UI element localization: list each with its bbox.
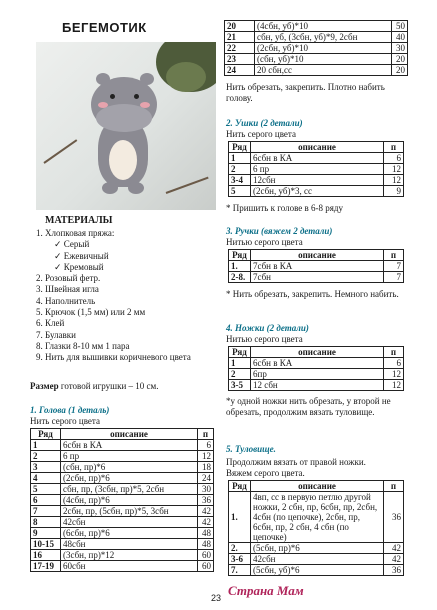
toy-foot	[102, 182, 118, 194]
yarn-color: ✓ Ежевичный	[54, 250, 109, 261]
column-header: Ряд	[229, 481, 251, 492]
table-row	[31, 561, 214, 572]
toy-cheek	[140, 102, 150, 108]
table-row	[31, 495, 214, 506]
table-row	[31, 517, 214, 528]
description-cell: сбн, уб, (3сбн, уб)*9, 2сбн	[255, 32, 392, 43]
list-item: 1. Хлопковая пряжа:	[36, 228, 115, 238]
column-header: описание	[251, 250, 384, 261]
table-row	[229, 492, 404, 543]
table-row	[229, 565, 404, 576]
table-row	[225, 65, 408, 76]
row-number-cell: 23	[225, 54, 255, 65]
description-cell: 7сбн в КА	[251, 261, 384, 272]
materials-heading: МАТЕРИАЛЫ	[45, 215, 113, 226]
head-yarn-note: Нить серого цвета	[30, 416, 100, 426]
description-cell: 6пр	[251, 369, 384, 380]
table-row	[225, 54, 408, 65]
stitch-count-cell: 36	[384, 492, 404, 543]
column-header: п	[384, 142, 404, 153]
column-header: п	[384, 347, 404, 358]
description-cell: (сбн, пр)*6	[61, 462, 198, 473]
row-number-cell: 24	[225, 65, 255, 76]
column-header: Ряд	[229, 347, 251, 358]
description-cell: 6 пр	[61, 451, 198, 462]
stitch-count-cell: 60	[198, 550, 214, 561]
stitch-count-cell: 12	[384, 380, 404, 391]
head-pattern-table	[30, 428, 214, 572]
row-number-cell: 2-8.	[229, 272, 251, 283]
row-number-cell: 5	[229, 186, 251, 197]
row-number-cell: 22	[225, 43, 255, 54]
body-note-1: Продолжим вязать от правой ножки.	[226, 457, 366, 467]
description-cell: (4сбн, пр)*6	[61, 495, 198, 506]
list-item: 9. Нить для вышивки коричневого цвета	[36, 352, 191, 363]
description-cell: (2сбн, уб)*10	[255, 43, 392, 54]
table-row	[229, 186, 404, 197]
stitch-count-cell: 36	[198, 495, 214, 506]
head-pattern-table-continued	[224, 20, 408, 76]
stitch-count-cell: 6	[384, 153, 404, 164]
description-cell: 7сбн	[251, 272, 384, 283]
description-cell: 42сбн	[61, 517, 198, 528]
table-row	[225, 21, 408, 32]
legs-section-title: 4. Ножки (2 детали)	[226, 323, 309, 333]
body-pattern-table	[228, 480, 404, 576]
row-number-cell: 9	[31, 528, 61, 539]
description-cell: (4сбн, уб)*10	[255, 21, 392, 32]
description-cell: 6 пр	[251, 164, 384, 175]
yarn-color: ✓ Кремовый	[54, 261, 104, 272]
description-cell: 6сбн в КА	[251, 153, 384, 164]
description-cell: 6сбн в КА	[251, 358, 384, 369]
list-item: 5. Крючок (1,5 мм) или 2 мм	[36, 307, 146, 318]
table-row	[229, 164, 404, 175]
description-cell: 60сбн	[61, 561, 198, 572]
stitch-count-cell: 20	[392, 54, 408, 65]
row-number-cell: 21	[225, 32, 255, 43]
row-number-cell: 1	[229, 358, 251, 369]
arms-yarn-note: Нитью серого цвета	[226, 237, 303, 247]
row-number-cell: 2	[229, 369, 251, 380]
stitch-count-cell: 20	[392, 65, 408, 76]
table-row	[225, 32, 408, 43]
stitch-count-cell: 42	[384, 543, 404, 554]
column-header: описание	[251, 142, 384, 153]
row-number-cell: 10-15	[31, 539, 61, 550]
stitch-count-cell: 24	[198, 473, 214, 484]
table-row	[229, 543, 404, 554]
stitch-count-cell: 30	[198, 484, 214, 495]
description-cell: 48сбн	[61, 539, 198, 550]
table-row	[31, 539, 214, 550]
stitch-count-cell: 12	[198, 451, 214, 462]
arms-finish-note: * Нить обрезать, закрепить. Немного набить.	[226, 289, 399, 299]
ears-finish-note: * Пришить к голове в 6-8 ряду	[226, 203, 343, 213]
column-header: описание	[61, 429, 198, 440]
stitch-count-cell: 48	[198, 528, 214, 539]
description-cell: (2сбн, пр)*6	[61, 473, 198, 484]
toy-eye	[134, 94, 139, 99]
list-item: 2. Розовый фетр.	[36, 273, 101, 284]
table-row	[229, 554, 404, 565]
table-row	[31, 451, 214, 462]
table-row	[229, 358, 404, 369]
stitch-count-cell: 30	[392, 43, 408, 54]
description-cell: 6сбн в КА	[61, 440, 198, 451]
row-number-cell: 1	[229, 153, 251, 164]
toy-cheek	[98, 102, 108, 108]
toy-photo	[36, 42, 216, 210]
description-cell: 4вп, сс в первую петлю другой ножки, 2 сбн, пр, 6сбн, пр, 2сбн, 4сбн (по цепочке), 2сбн, пр, 6сбн, пр, 2 сбн, 4 сбн (по цепочке)	[251, 492, 384, 543]
materials-list	[36, 228, 191, 364]
row-number-cell: 3-4	[229, 175, 251, 186]
row-number-cell: 1.	[229, 492, 251, 543]
table-row	[229, 380, 404, 391]
head-section-title: 1. Голова (1 деталь)	[30, 405, 110, 415]
table-row	[31, 528, 214, 539]
description-cell: 12 сбн	[251, 380, 384, 391]
list-item: 8. Глазки 8-10 мм 1 пара	[36, 340, 130, 351]
row-number-cell: 16	[31, 550, 61, 561]
column-header: описание	[251, 481, 384, 492]
column-header: п	[384, 250, 404, 261]
row-number-cell: 2	[31, 451, 61, 462]
row-number-cell: 4	[31, 473, 61, 484]
branch-decoration	[43, 139, 77, 164]
description-cell: (сбн, уб)*10	[255, 54, 392, 65]
branch-decoration	[166, 177, 209, 194]
arms-section-title: 3. Ручки (вяжем 2 детали)	[226, 226, 333, 236]
table-row	[225, 43, 408, 54]
watermark-logo: Страна Мам	[228, 583, 304, 598]
row-number-cell: 7.	[229, 565, 251, 576]
column-header: Ряд	[31, 429, 61, 440]
row-number-cell: 6	[31, 495, 61, 506]
description-cell: (6сбн, пр)*6	[61, 528, 198, 539]
row-number-cell: 3-6	[229, 554, 251, 565]
table-row	[31, 462, 214, 473]
ears-section-title: 2. Ушки (2 детали)	[226, 118, 303, 128]
table-row	[229, 369, 404, 380]
stitch-count-cell: 18	[198, 462, 214, 473]
stitch-count-cell: 40	[392, 32, 408, 43]
description-cell: 42сбн	[251, 554, 384, 565]
table-row	[31, 440, 214, 451]
stitch-count-cell: 12	[384, 369, 404, 380]
description-cell: 12сбн	[251, 175, 384, 186]
ears-pattern-table	[228, 141, 404, 197]
legs-finish-note: *у одной ножки нить обрезать, у второй не обрезать, продолжим вязать туловище.	[226, 396, 391, 417]
row-number-cell: 5	[31, 484, 61, 495]
arms-pattern-table	[228, 249, 404, 283]
head-finish-note: Нить обрезать, закрепить. Плотно набить голову.	[226, 82, 385, 103]
description-cell: (3сбн, пр)*12	[61, 550, 198, 561]
table-row	[31, 506, 214, 517]
stitch-count-cell: 6	[384, 358, 404, 369]
toy-eye	[110, 94, 115, 99]
stitch-count-cell: 12	[384, 164, 404, 175]
leaf-decoration	[166, 62, 206, 92]
description-cell: сбн, пр, (3сбн, пр)*5, 2сбн	[61, 484, 198, 495]
description-cell: (2сбн, уб)*3, сс	[251, 186, 384, 197]
column-header: Ряд	[229, 142, 251, 153]
table-row	[31, 473, 214, 484]
stitch-count-cell: 7	[384, 261, 404, 272]
stitch-count-cell: 42	[198, 506, 214, 517]
description-cell: (5сбн, пр)*6	[251, 543, 384, 554]
stitch-count-cell: 12	[384, 175, 404, 186]
list-item: 6. Клей	[36, 318, 65, 329]
size-line: Размер готовой игрушки – 10 см.	[30, 381, 159, 391]
table-row	[229, 261, 404, 272]
description-cell: 2сбн, пр, (5сбн, пр)*5, 3сбн	[61, 506, 198, 517]
toy-foot	[128, 182, 144, 194]
body-section-title: 5. Туловище.	[226, 444, 276, 454]
legs-yarn-note: Нитью серого цвета	[226, 334, 303, 344]
row-number-cell: 8	[31, 517, 61, 528]
description-cell: 20 сбн,сс	[255, 65, 392, 76]
list-item: 4. Наполнитель	[36, 295, 96, 306]
row-number-cell: 2.	[229, 543, 251, 554]
toy-snout	[96, 104, 152, 132]
stitch-count-cell: 50	[392, 21, 408, 32]
stitch-count-cell: 48	[198, 539, 214, 550]
table-row	[229, 272, 404, 283]
row-number-cell: 7	[31, 506, 61, 517]
table-row	[229, 175, 404, 186]
column-header: описание	[251, 347, 384, 358]
body-note-2: Вяжем серого цвета.	[226, 468, 305, 478]
row-number-cell: 2	[229, 164, 251, 175]
table-row	[31, 484, 214, 495]
stitch-count-cell: 42	[384, 554, 404, 565]
yarn-color: ✓ Серый	[54, 239, 90, 250]
stitch-count-cell: 42	[198, 517, 214, 528]
row-number-cell: 17-19	[31, 561, 61, 572]
stitch-count-cell: 60	[198, 561, 214, 572]
toy-belly	[109, 140, 137, 180]
pattern-title: БЕГЕМОТИК	[62, 20, 147, 35]
row-number-cell: 1.	[229, 261, 251, 272]
row-number-cell: 20	[225, 21, 255, 32]
row-number-cell: 1	[31, 440, 61, 451]
table-row	[229, 153, 404, 164]
stitch-count-cell: 6	[198, 440, 214, 451]
row-number-cell: 3-5	[229, 380, 251, 391]
table-row	[31, 550, 214, 561]
row-number-cell: 3	[31, 462, 61, 473]
list-item: 3. Швейная игла	[36, 284, 99, 295]
page-number: 23	[211, 593, 222, 603]
description-cell: (5сбн, уб)*6	[251, 565, 384, 576]
ears-yarn-note: Нить серого цвета	[226, 129, 296, 139]
stitch-count-cell: 7	[384, 272, 404, 283]
column-header: п	[384, 481, 404, 492]
column-header: Ряд	[229, 250, 251, 261]
legs-pattern-table	[228, 346, 404, 391]
stitch-count-cell: 36	[384, 565, 404, 576]
stitch-count-cell: 9	[384, 186, 404, 197]
list-item: 7. Булавки	[36, 329, 76, 340]
column-header: п	[198, 429, 214, 440]
